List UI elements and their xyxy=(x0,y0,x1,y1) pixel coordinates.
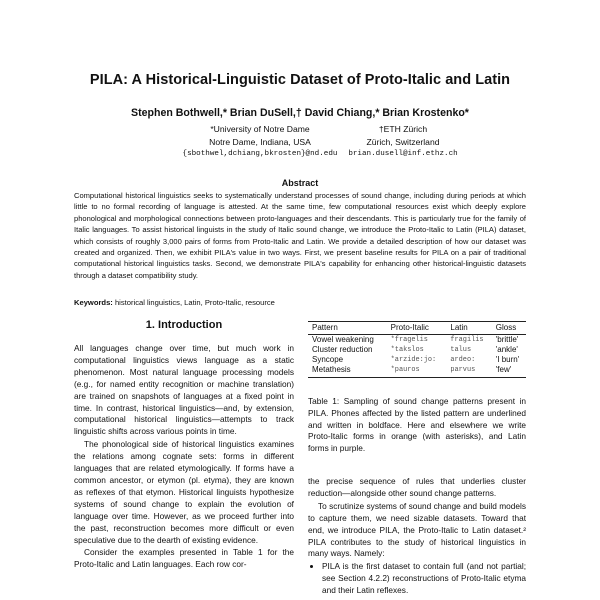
table-row xyxy=(308,345,526,355)
affiliation-institution: †ETH Zürich xyxy=(378,124,428,134)
table-cell-gloss: 'ankle' xyxy=(495,345,518,354)
paragraph: The phonological side of historical linguistics examines the relations among cognate sets: forms in different languages that are related etymologically. If forms have a common ancestor, or etymon (pl. etyma), they are known as reflexes of that etymon. Historical linguists hypothesize systems of sound change to explain the evolution of language over time. However, as we proceed further into the past, reconstruction becomes more difficult or even speculative due to the dearth of existing evidence. xyxy=(74,439,294,545)
table-header-cell: Gloss xyxy=(492,322,526,335)
paper-title: PILA: A Historical-Linguistic Dataset of Proto-Italic and Latin xyxy=(89,72,511,88)
table-cell-pattern: Cluster reduction xyxy=(312,345,373,354)
keywords-label: Keywords: xyxy=(74,298,113,307)
table-cell-gloss: 'few' xyxy=(492,365,526,378)
table-cell-latin: ardeo: xyxy=(450,356,476,364)
affiliation-email: {sbothwel,dchiang,bkrosten}@nd.edu xyxy=(182,150,338,158)
keywords-text: historical linguistics, Latin, Proto-Italic, resource xyxy=(114,298,275,307)
table-cell-proto-italic: *fragelis xyxy=(390,336,428,344)
right-column xyxy=(308,476,526,597)
table-cell-proto-italic: *pauros xyxy=(387,365,447,378)
section-heading-introduction: 1. Introduction xyxy=(145,319,223,331)
abstract-heading: Abstract xyxy=(281,178,319,188)
paragraph: To scrutinize systems of sound change and build models to capture them, we need sizable datasets. Toward that end, we introduce PILA, the Proto-Italic to Latin dataset.² PILA contributes to the study of historical linguistics in many ways. Namely: xyxy=(308,500,526,559)
affiliation-location: Zürich, Switzerland xyxy=(366,136,440,147)
paragraph: All languages change over time, but much work in computational linguistics views language as a static phenomenon. Most natural language processing models (e.g., for named entity recognition or machine translation) are trained on snapshots of languages at a fixed point in time. In contrast, historical linguistics—and, by extension, computational historical linguistics—attempts to track linguistic shifts across various points in time. xyxy=(74,343,294,437)
table-cell-pattern: Metathesis xyxy=(308,365,387,378)
left-column xyxy=(74,343,294,572)
affiliation-eth xyxy=(318,123,488,161)
table-cell-proto-italic: *arzide:jo: xyxy=(390,356,437,364)
paragraph: Consider the examples presented in Table 1 for the Proto-Italic and Latin languages. Each row cor- xyxy=(74,547,294,570)
affiliation-institution: *University of Notre Dame xyxy=(210,124,310,134)
contribution-list xyxy=(308,561,526,597)
table-cell-pattern: Vowel weakening xyxy=(312,335,374,344)
table-cell-latin: parvus xyxy=(446,365,491,378)
author-list: Stephen Bothwell,* Brian DuSell,† David Chiang,* Brian Krostenko* xyxy=(131,107,469,119)
table-sound-change-patterns xyxy=(308,321,526,378)
affiliation-location: Notre Dame, Indiana, USA xyxy=(209,136,311,147)
affiliation-email: brian.dusell@inf.ethz.ch xyxy=(348,150,458,158)
table-cell-gloss: 'I burn' xyxy=(495,355,520,364)
abstract-text: Computational historical linguistics seeks to systematically understand processes of sound change, including during periods at which little to no formal recording of language is attested. At the same time, few computational resources exist which deeply explore phonological and morphological connections between proto-languages and their descendants. This is particularly true for the family of Italic languages. To assist historical linguists in the study of Italic sound change, we introduce the Proto-Italic to Latin (PILA) dataset, which consists of roughly 3,000 pairs of forms from Proto-Italic and Latin. We provide a detailed description of how our dataset was created and organized. Then, we exhibit PILA's value in two ways. First, we present baseline results for PILA on a pair of traditional computational historical linguistics tasks. Second, we demonstrate PILA's capability for enhancing other historical-linguistic datasets through a dataset compatibility study. xyxy=(74,191,526,280)
table-cell-latin: talus xyxy=(450,346,472,354)
list-item: • PILA is the first dataset to contain full (and not partial; see Section 4.2.2) reconstructions of Proto-Italic etyma and their Latin reflexes. xyxy=(322,561,526,597)
table-header-cell: Pattern xyxy=(308,322,387,335)
table-header-cell: Latin xyxy=(446,322,491,335)
paragraph: the precise sequence of rules that underlies cluster reduction—alongside other sound change patterns. xyxy=(308,476,526,498)
table-cell-latin: fragilis xyxy=(450,336,484,344)
table-row xyxy=(308,335,526,346)
table-caption: Table 1: Sampling of sound change patterns present in PILA. Phones affected by the listed pattern are underlined and written in boldface. Here and elsewhere we write Proto-Italic forms in orange (with asterisks), and Latin forms in purple. xyxy=(308,396,526,454)
keywords-line xyxy=(74,297,526,308)
table-header-cell: Proto-Italic xyxy=(387,322,447,335)
table-header-row xyxy=(308,322,526,335)
table-cell-proto-italic: *takslos xyxy=(390,346,424,354)
table-row xyxy=(308,355,526,365)
table-cell-gloss: 'brittle' xyxy=(495,335,519,344)
table-row xyxy=(308,365,526,378)
table-cell-pattern: Syncope xyxy=(312,355,344,364)
